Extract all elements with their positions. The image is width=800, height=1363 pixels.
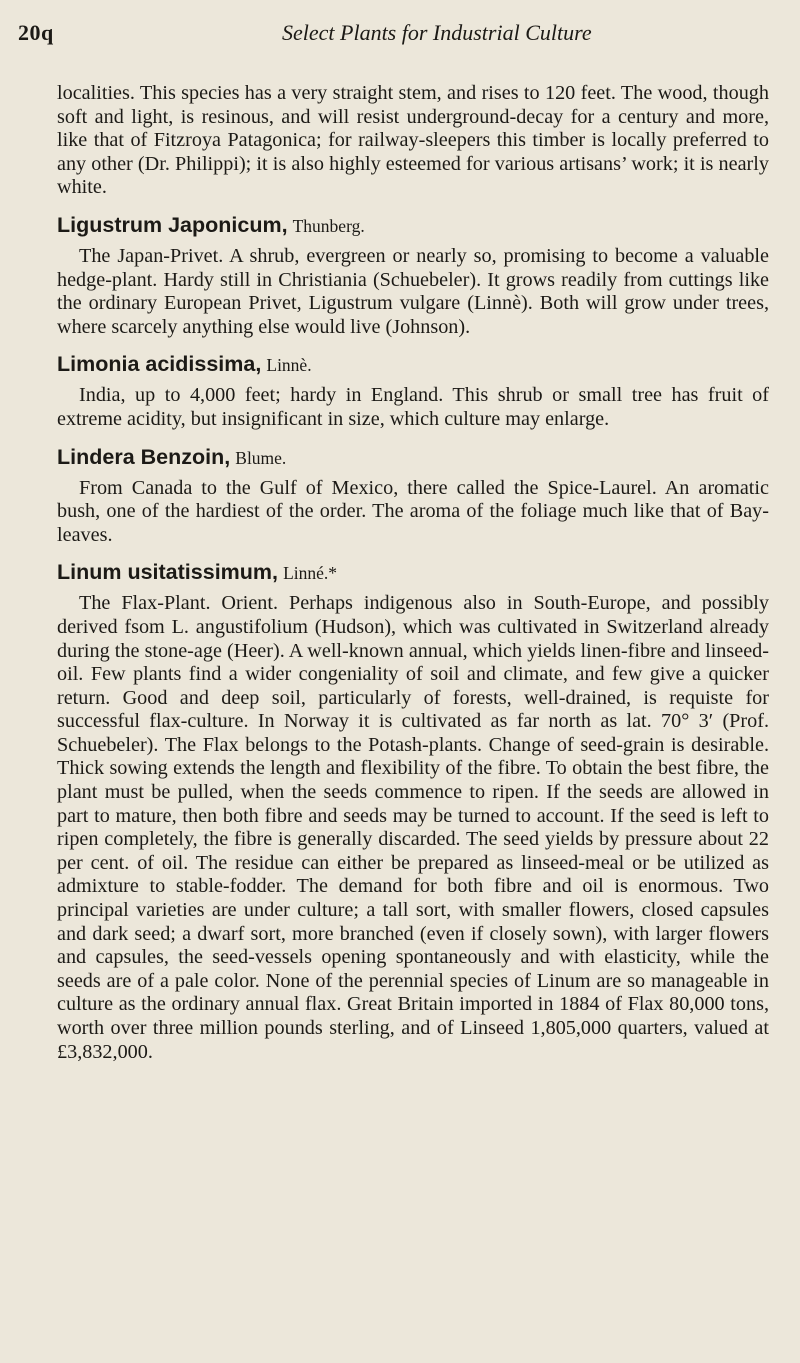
entry-ligustrum: [57, 212, 769, 339]
entry-heading: [57, 212, 769, 239]
species-name: Limonia acidissima,: [57, 352, 262, 377]
entry-text: India, up to 4,000 feet; hardy in England. This shrub or small tree has fruit of extreme acidity, but insignificant in size, which culture may enlarge.: [57, 384, 769, 430]
entry-text: The Flax-Plant. Orient. Perhaps indigenous also in South-Europe, and possibly derived fsom L. angustifolium (Hudson), which was cultivated in Switzerland already during the stone-age (Heer). A well-known annual, which yields linen-fibre and linseed-oil. Few plants find a wider congeniality of soil and climate, and few give a quicker return. Good and deep soil, particularly of forests, well-drained, is requiste for successful flax-culture. In Norway it is cultivated as far north as lat. 70° 3′ (Prof. Schuebeler). The Flax belongs to the Potash-plants. Change of seed-grain is desirable. Thick sowing extends the length and flexibility of the fibre. To obtain the best fibre, the plant must be pulled, when the seeds commence to ripen. If the seeds are allowed in part to mature, then both fibre and seeds may be turned to account. If the seed is left to ripen completely, the fibre is generally discarded. The seed yields by pressure about 22 per cent. of oil. The residue can either be prepared as linseed-meal or be utilized as admixture to stable-fodder. The demand for both fibre and oil is enormous. Two principal varieties are under culture; a tall sort, with smaller flowers, closed capsules and dark seed; a dwarf sort, more branched (even if closely sown), with larger flowers and capsules, the seed-vessels opening spontaneously and with elasticity, while the seeds are of a pale color. None of the perennial species of Linum are so manageable in culture as the ordinary annual flax. Great Britain imported in 1884 of Flax 80,000 tons, worth over three million pounds sterling, and of Linseed 1,805,000 quarters, valued at £3,832,000.: [57, 592, 769, 1063]
page-number: 20q: [18, 20, 54, 45]
species-name: Lindera Benzoin,: [57, 444, 231, 469]
running-head: [18, 20, 758, 56]
page-body: [57, 82, 769, 1064]
species-author: Blume.: [235, 447, 287, 468]
entry-text: The Japan-Privet. A shrub, evergreen or nearly so, promising to become a valuable hedge-plant. Hardy still in Christiania (Schuebeler). It grows readily from cuttings like the ordinary European Privet, Ligustrum vulgare (Linnè). Both will grow under trees, where scarcely anything else would live (Johnson).: [57, 244, 769, 338]
species-name: Ligustrum Japonicum,: [57, 212, 288, 237]
running-title: Select Plants for Industrial Culture: [282, 20, 592, 45]
continuation-paragraph: localities. This species has a very straight stem, and rises to 120 feet. The wood, though soft and light, is resinous, and will resist underground-decay for a century and more, like that of Fitzroya Patagonica; for railway-sleepers this timber is locally preferred to any other (Dr. Philippi); it is also highly esteemed for various artisans’ work; it is nearly white.: [57, 82, 769, 199]
entry-heading: [57, 559, 769, 586]
species-author: Linnè.: [266, 355, 312, 376]
entry-limonia: [57, 351, 769, 431]
entry-heading: [57, 444, 769, 471]
entry-text: From Canada to the Gulf of Mexico, there called the Spice-Laurel. An aromatic bush, one of the hardiest of the order. The aroma of the foliage much like that of Bay-leaves.: [57, 476, 769, 546]
entry-heading: [57, 351, 769, 378]
species-author: Linné.*: [283, 563, 338, 584]
entry-lindera: [57, 444, 769, 548]
species-author: Thunberg.: [292, 215, 365, 236]
species-name: Linum usitatissimum,: [57, 560, 279, 585]
entry-linum: [57, 559, 769, 1064]
